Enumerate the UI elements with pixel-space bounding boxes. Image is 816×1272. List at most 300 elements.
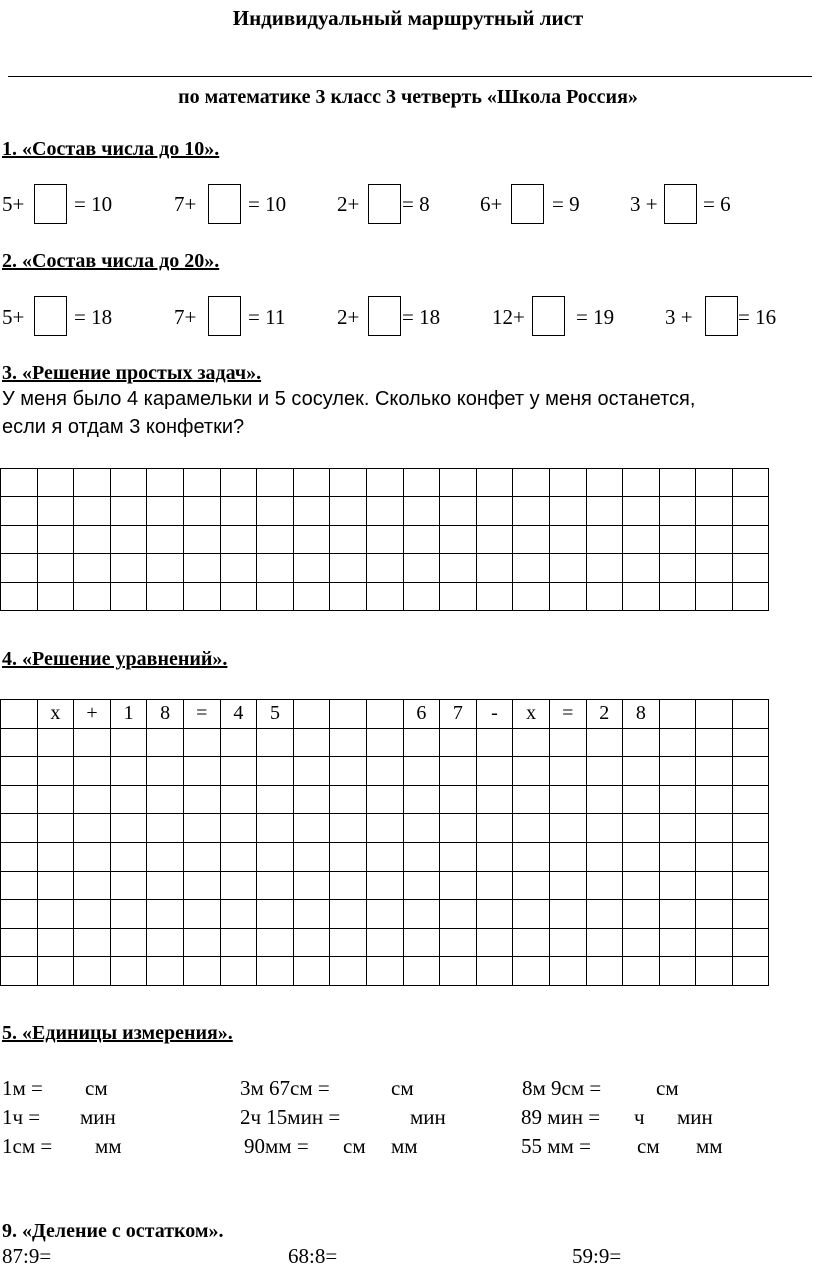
grid-cell[interactable] [549, 842, 586, 871]
grid-cell[interactable] [74, 871, 111, 900]
answer-box[interactable] [705, 296, 738, 336]
grid-cell[interactable] [110, 814, 147, 843]
grid-cell[interactable] [403, 928, 440, 957]
grid-cell[interactable] [623, 757, 660, 786]
grid-cell[interactable] [293, 842, 330, 871]
grid-cell[interactable] [183, 928, 220, 957]
grid-cell[interactable] [732, 957, 769, 986]
grid-cell[interactable] [659, 497, 696, 525]
grid-cell[interactable] [586, 554, 623, 582]
grid-cell[interactable] [110, 900, 147, 929]
grid-cell[interactable] [732, 525, 769, 553]
grid-cell[interactable] [330, 525, 367, 553]
grid-cell[interactable] [183, 814, 220, 843]
grid-cell[interactable] [659, 871, 696, 900]
answer-box[interactable] [532, 296, 565, 336]
grid-cell[interactable] [1, 871, 38, 900]
grid-cell[interactable] [74, 582, 111, 610]
grid-cell[interactable] [220, 928, 257, 957]
equation-grid[interactable] [0, 699, 769, 986]
grid-cell[interactable] [440, 785, 477, 814]
grid-cell[interactable] [293, 700, 330, 729]
grid-cell[interactable] [110, 554, 147, 582]
grid-cell[interactable] [732, 928, 769, 957]
grid-cell[interactable] [257, 497, 294, 525]
grid-cell[interactable] [293, 582, 330, 610]
grid-cell[interactable] [366, 554, 403, 582]
grid-cell[interactable] [74, 497, 111, 525]
grid-cell[interactable] [293, 957, 330, 986]
grid-cell[interactable] [183, 871, 220, 900]
grid-cell[interactable] [1, 785, 38, 814]
grid-cell[interactable] [732, 785, 769, 814]
grid-cell[interactable] [257, 728, 294, 757]
answer-box[interactable] [368, 184, 401, 224]
grid-cell[interactable] [623, 900, 660, 929]
grid-cell[interactable] [220, 582, 257, 610]
grid-cell[interactable] [732, 842, 769, 871]
grid-cell[interactable] [147, 757, 184, 786]
grid-cell[interactable] [476, 957, 513, 986]
grid-cell[interactable] [586, 785, 623, 814]
grid-cell[interactable] [37, 525, 74, 553]
grid-cell[interactable] [293, 497, 330, 525]
grid-cell[interactable] [403, 757, 440, 786]
grid-cell[interactable] [476, 582, 513, 610]
grid-cell[interactable] [330, 554, 367, 582]
grid-cell[interactable] [293, 814, 330, 843]
grid-cell[interactable] [586, 497, 623, 525]
grid-cell[interactable] [147, 525, 184, 553]
grid-cell[interactable] [1, 814, 38, 843]
grid-cell[interactable] [659, 554, 696, 582]
grid-cell[interactable] [1, 900, 38, 929]
grid-cell[interactable] [293, 469, 330, 497]
grid-cell[interactable] [732, 814, 769, 843]
grid-cell[interactable] [1, 757, 38, 786]
grid-cell[interactable] [330, 900, 367, 929]
answer-box[interactable] [664, 184, 697, 224]
grid-cell[interactable] [183, 842, 220, 871]
grid-cell[interactable] [476, 728, 513, 757]
grid-cell[interactable] [659, 525, 696, 553]
grid-cell[interactable] [549, 728, 586, 757]
grid-cell[interactable] [659, 842, 696, 871]
grid-cell[interactable] [366, 842, 403, 871]
grid-cell[interactable] [147, 785, 184, 814]
grid-cell[interactable] [549, 469, 586, 497]
grid-cell[interactable] [366, 700, 403, 729]
grid-cell[interactable] [696, 525, 733, 553]
solution-grid[interactable] [0, 468, 769, 611]
grid-cell[interactable] [257, 469, 294, 497]
grid-cell[interactable] [659, 785, 696, 814]
grid-cell[interactable] [37, 957, 74, 986]
grid-cell[interactable] [549, 900, 586, 929]
grid-cell[interactable] [257, 871, 294, 900]
grid-cell[interactable] [476, 497, 513, 525]
grid-cell[interactable] [37, 582, 74, 610]
grid-cell[interactable]: 7 [440, 700, 477, 729]
grid-cell[interactable] [513, 525, 550, 553]
grid-cell[interactable] [74, 728, 111, 757]
grid-cell[interactable] [147, 728, 184, 757]
grid-cell[interactable] [220, 554, 257, 582]
grid-cell[interactable] [110, 469, 147, 497]
grid-cell[interactable] [293, 871, 330, 900]
grid-cell[interactable] [293, 554, 330, 582]
grid-cell[interactable] [586, 469, 623, 497]
grid-cell[interactable] [1, 928, 38, 957]
grid-cell[interactable]: 6 [403, 700, 440, 729]
grid-cell[interactable] [659, 469, 696, 497]
grid-cell[interactable] [1, 469, 38, 497]
grid-cell[interactable] [110, 582, 147, 610]
grid-cell[interactable] [1, 554, 38, 582]
grid-cell[interactable] [586, 525, 623, 553]
grid-cell[interactable] [440, 497, 477, 525]
grid-cell[interactable] [476, 928, 513, 957]
grid-cell[interactable] [110, 957, 147, 986]
grid-cell[interactable] [732, 497, 769, 525]
grid-cell[interactable] [549, 957, 586, 986]
grid-cell[interactable] [696, 554, 733, 582]
grid-cell[interactable] [220, 814, 257, 843]
grid-cell[interactable] [623, 469, 660, 497]
grid-cell[interactable] [74, 928, 111, 957]
grid-cell[interactable] [220, 900, 257, 929]
grid-cell[interactable] [696, 900, 733, 929]
grid-cell[interactable] [366, 497, 403, 525]
grid-cell[interactable] [440, 757, 477, 786]
grid-cell[interactable] [549, 785, 586, 814]
grid-cell[interactable] [659, 728, 696, 757]
grid-cell[interactable] [293, 900, 330, 929]
grid-cell[interactable] [147, 842, 184, 871]
grid-cell[interactable] [696, 757, 733, 786]
grid-cell[interactable] [549, 582, 586, 610]
grid-cell[interactable] [440, 728, 477, 757]
grid-cell[interactable] [732, 871, 769, 900]
grid-cell[interactable] [732, 757, 769, 786]
answer-box[interactable] [208, 184, 241, 224]
grid-cell[interactable] [74, 842, 111, 871]
grid-cell[interactable] [732, 469, 769, 497]
grid-cell[interactable] [293, 785, 330, 814]
grid-cell[interactable] [403, 728, 440, 757]
grid-cell[interactable] [74, 525, 111, 553]
grid-cell[interactable] [220, 842, 257, 871]
grid-cell[interactable] [513, 757, 550, 786]
grid-cell[interactable] [366, 582, 403, 610]
grid-cell[interactable] [732, 700, 769, 729]
grid-cell[interactable] [183, 957, 220, 986]
grid-cell[interactable] [110, 871, 147, 900]
grid-cell[interactable] [623, 785, 660, 814]
grid-cell[interactable] [366, 814, 403, 843]
grid-cell[interactable] [330, 582, 367, 610]
grid-cell[interactable]: = [549, 700, 586, 729]
grid-cell[interactable] [440, 525, 477, 553]
grid-cell[interactable] [440, 842, 477, 871]
grid-cell[interactable] [549, 525, 586, 553]
grid-cell[interactable] [659, 900, 696, 929]
grid-cell[interactable] [623, 554, 660, 582]
grid-cell[interactable] [147, 900, 184, 929]
grid-cell[interactable] [220, 497, 257, 525]
grid-cell[interactable] [513, 728, 550, 757]
grid-cell[interactable] [696, 469, 733, 497]
grid-cell[interactable] [257, 957, 294, 986]
grid-cell[interactable] [513, 814, 550, 843]
grid-cell[interactable] [586, 842, 623, 871]
grid-cell[interactable] [696, 700, 733, 729]
grid-cell[interactable] [330, 842, 367, 871]
grid-cell[interactable]: 8 [147, 700, 184, 729]
grid-cell[interactable] [257, 757, 294, 786]
grid-cell[interactable] [440, 469, 477, 497]
grid-cell[interactable] [659, 700, 696, 729]
grid-cell[interactable] [440, 814, 477, 843]
grid-cell[interactable] [696, 871, 733, 900]
grid-cell[interactable] [513, 554, 550, 582]
grid-cell[interactable] [257, 814, 294, 843]
grid-cell[interactable] [110, 842, 147, 871]
grid-cell[interactable] [586, 871, 623, 900]
grid-cell[interactable]: + [74, 700, 111, 729]
grid-cell[interactable] [623, 842, 660, 871]
grid-cell[interactable] [549, 814, 586, 843]
answer-box[interactable] [208, 296, 241, 336]
grid-cell[interactable] [440, 900, 477, 929]
grid-cell[interactable] [110, 728, 147, 757]
grid-cell[interactable] [220, 469, 257, 497]
grid-cell[interactable] [476, 525, 513, 553]
grid-cell[interactable] [37, 871, 74, 900]
grid-cell[interactable] [586, 928, 623, 957]
grid-cell[interactable] [696, 814, 733, 843]
grid-cell[interactable] [74, 785, 111, 814]
grid-cell[interactable] [366, 757, 403, 786]
grid-cell[interactable] [257, 525, 294, 553]
grid-cell[interactable] [476, 871, 513, 900]
grid-cell[interactable] [513, 842, 550, 871]
grid-cell[interactable] [37, 900, 74, 929]
grid-cell[interactable] [623, 928, 660, 957]
answer-box[interactable] [34, 184, 67, 224]
grid-cell[interactable] [366, 900, 403, 929]
grid-cell[interactable] [330, 757, 367, 786]
grid-cell[interactable] [476, 785, 513, 814]
grid-cell[interactable] [623, 871, 660, 900]
grid-cell[interactable] [366, 525, 403, 553]
grid-cell[interactable] [183, 785, 220, 814]
answer-box[interactable] [368, 296, 401, 336]
grid-cell[interactable] [37, 842, 74, 871]
grid-cell[interactable] [623, 525, 660, 553]
grid-cell[interactable] [403, 497, 440, 525]
grid-cell[interactable] [623, 497, 660, 525]
grid-cell[interactable]: х [513, 700, 550, 729]
grid-cell[interactable] [476, 469, 513, 497]
grid-cell[interactable] [330, 957, 367, 986]
grid-cell[interactable] [257, 900, 294, 929]
grid-cell[interactable] [110, 525, 147, 553]
grid-cell[interactable] [37, 757, 74, 786]
grid-cell[interactable]: 4 [220, 700, 257, 729]
grid-cell[interactable] [220, 957, 257, 986]
grid-cell[interactable] [37, 785, 74, 814]
grid-cell[interactable] [513, 469, 550, 497]
grid-cell[interactable] [147, 582, 184, 610]
grid-cell[interactable] [732, 728, 769, 757]
grid-cell[interactable] [586, 582, 623, 610]
grid-cell[interactable] [1, 728, 38, 757]
grid-cell[interactable] [696, 785, 733, 814]
grid-cell[interactable] [220, 757, 257, 786]
answer-box[interactable] [34, 296, 67, 336]
grid-cell[interactable] [659, 957, 696, 986]
grid-cell[interactable] [37, 928, 74, 957]
grid-cell[interactable] [110, 928, 147, 957]
grid-cell[interactable] [1, 957, 38, 986]
grid-cell[interactable] [440, 928, 477, 957]
grid-cell[interactable] [330, 871, 367, 900]
grid-cell[interactable] [549, 554, 586, 582]
grid-cell[interactable] [440, 582, 477, 610]
grid-cell[interactable] [147, 554, 184, 582]
grid-cell[interactable] [220, 871, 257, 900]
grid-cell[interactable] [513, 871, 550, 900]
grid-cell[interactable] [257, 554, 294, 582]
grid-cell[interactable] [586, 728, 623, 757]
grid-cell[interactable] [366, 928, 403, 957]
grid-cell[interactable] [147, 469, 184, 497]
grid-cell[interactable] [37, 814, 74, 843]
grid-cell[interactable] [330, 469, 367, 497]
grid-cell[interactable] [659, 757, 696, 786]
grid-cell[interactable] [37, 554, 74, 582]
grid-cell[interactable] [549, 497, 586, 525]
grid-cell[interactable] [220, 785, 257, 814]
grid-cell[interactable] [183, 525, 220, 553]
grid-cell[interactable] [513, 582, 550, 610]
grid-cell[interactable] [1, 700, 38, 729]
grid-cell[interactable] [110, 785, 147, 814]
grid-cell[interactable] [623, 957, 660, 986]
grid-cell[interactable] [623, 728, 660, 757]
grid-cell[interactable] [732, 900, 769, 929]
grid-cell[interactable] [1, 582, 38, 610]
grid-cell[interactable] [513, 785, 550, 814]
grid-cell[interactable] [183, 582, 220, 610]
grid-cell[interactable] [330, 814, 367, 843]
grid-cell[interactable] [403, 469, 440, 497]
grid-cell[interactable] [330, 700, 367, 729]
grid-cell[interactable] [74, 957, 111, 986]
grid-cell[interactable] [257, 842, 294, 871]
grid-cell[interactable] [659, 582, 696, 610]
grid-cell[interactable] [183, 728, 220, 757]
grid-cell[interactable] [147, 928, 184, 957]
grid-cell[interactable] [147, 957, 184, 986]
grid-cell[interactable] [732, 582, 769, 610]
grid-cell[interactable]: х [37, 700, 74, 729]
grid-cell[interactable] [1, 525, 38, 553]
grid-cell[interactable] [330, 928, 367, 957]
grid-cell[interactable] [366, 728, 403, 757]
grid-cell[interactable] [293, 757, 330, 786]
grid-cell[interactable] [183, 554, 220, 582]
grid-cell[interactable] [110, 497, 147, 525]
grid-cell[interactable] [257, 785, 294, 814]
grid-cell[interactable] [257, 582, 294, 610]
grid-cell[interactable] [586, 814, 623, 843]
grid-cell[interactable] [476, 842, 513, 871]
grid-cell[interactable] [440, 871, 477, 900]
grid-cell[interactable] [623, 582, 660, 610]
grid-cell[interactable] [37, 728, 74, 757]
grid-cell[interactable] [74, 469, 111, 497]
grid-cell[interactable] [293, 728, 330, 757]
grid-cell[interactable] [403, 525, 440, 553]
grid-cell[interactable] [659, 814, 696, 843]
grid-cell[interactable] [549, 871, 586, 900]
grid-cell[interactable] [293, 928, 330, 957]
grid-cell[interactable] [403, 582, 440, 610]
grid-cell[interactable] [440, 554, 477, 582]
grid-cell[interactable] [403, 554, 440, 582]
grid-cell[interactable] [1, 497, 38, 525]
grid-cell[interactable] [183, 900, 220, 929]
grid-cell[interactable] [549, 928, 586, 957]
grid-cell[interactable] [403, 785, 440, 814]
grid-cell[interactable] [366, 785, 403, 814]
grid-cell[interactable] [1, 842, 38, 871]
grid-cell[interactable] [110, 757, 147, 786]
grid-cell[interactable] [513, 957, 550, 986]
grid-cell[interactable] [476, 814, 513, 843]
grid-cell[interactable] [74, 900, 111, 929]
grid-cell[interactable] [183, 469, 220, 497]
grid-cell[interactable] [659, 928, 696, 957]
grid-cell[interactable] [37, 497, 74, 525]
grid-cell[interactable] [403, 814, 440, 843]
answer-box[interactable] [511, 184, 544, 224]
grid-cell[interactable] [586, 900, 623, 929]
grid-cell[interactable] [74, 554, 111, 582]
grid-cell[interactable] [476, 757, 513, 786]
grid-cell[interactable] [586, 957, 623, 986]
grid-cell[interactable] [586, 757, 623, 786]
grid-cell[interactable] [330, 728, 367, 757]
grid-cell[interactable] [696, 842, 733, 871]
grid-cell[interactable] [403, 842, 440, 871]
grid-cell[interactable] [147, 871, 184, 900]
grid-cell[interactable] [403, 957, 440, 986]
grid-cell[interactable] [696, 728, 733, 757]
grid-cell[interactable]: = [183, 700, 220, 729]
grid-cell[interactable] [696, 582, 733, 610]
grid-cell[interactable] [293, 525, 330, 553]
grid-cell[interactable] [476, 554, 513, 582]
grid-cell[interactable] [183, 497, 220, 525]
grid-cell[interactable] [220, 525, 257, 553]
grid-cell[interactable]: 8 [623, 700, 660, 729]
grid-cell[interactable]: - [476, 700, 513, 729]
grid-cell[interactable] [37, 469, 74, 497]
grid-cell[interactable] [147, 814, 184, 843]
